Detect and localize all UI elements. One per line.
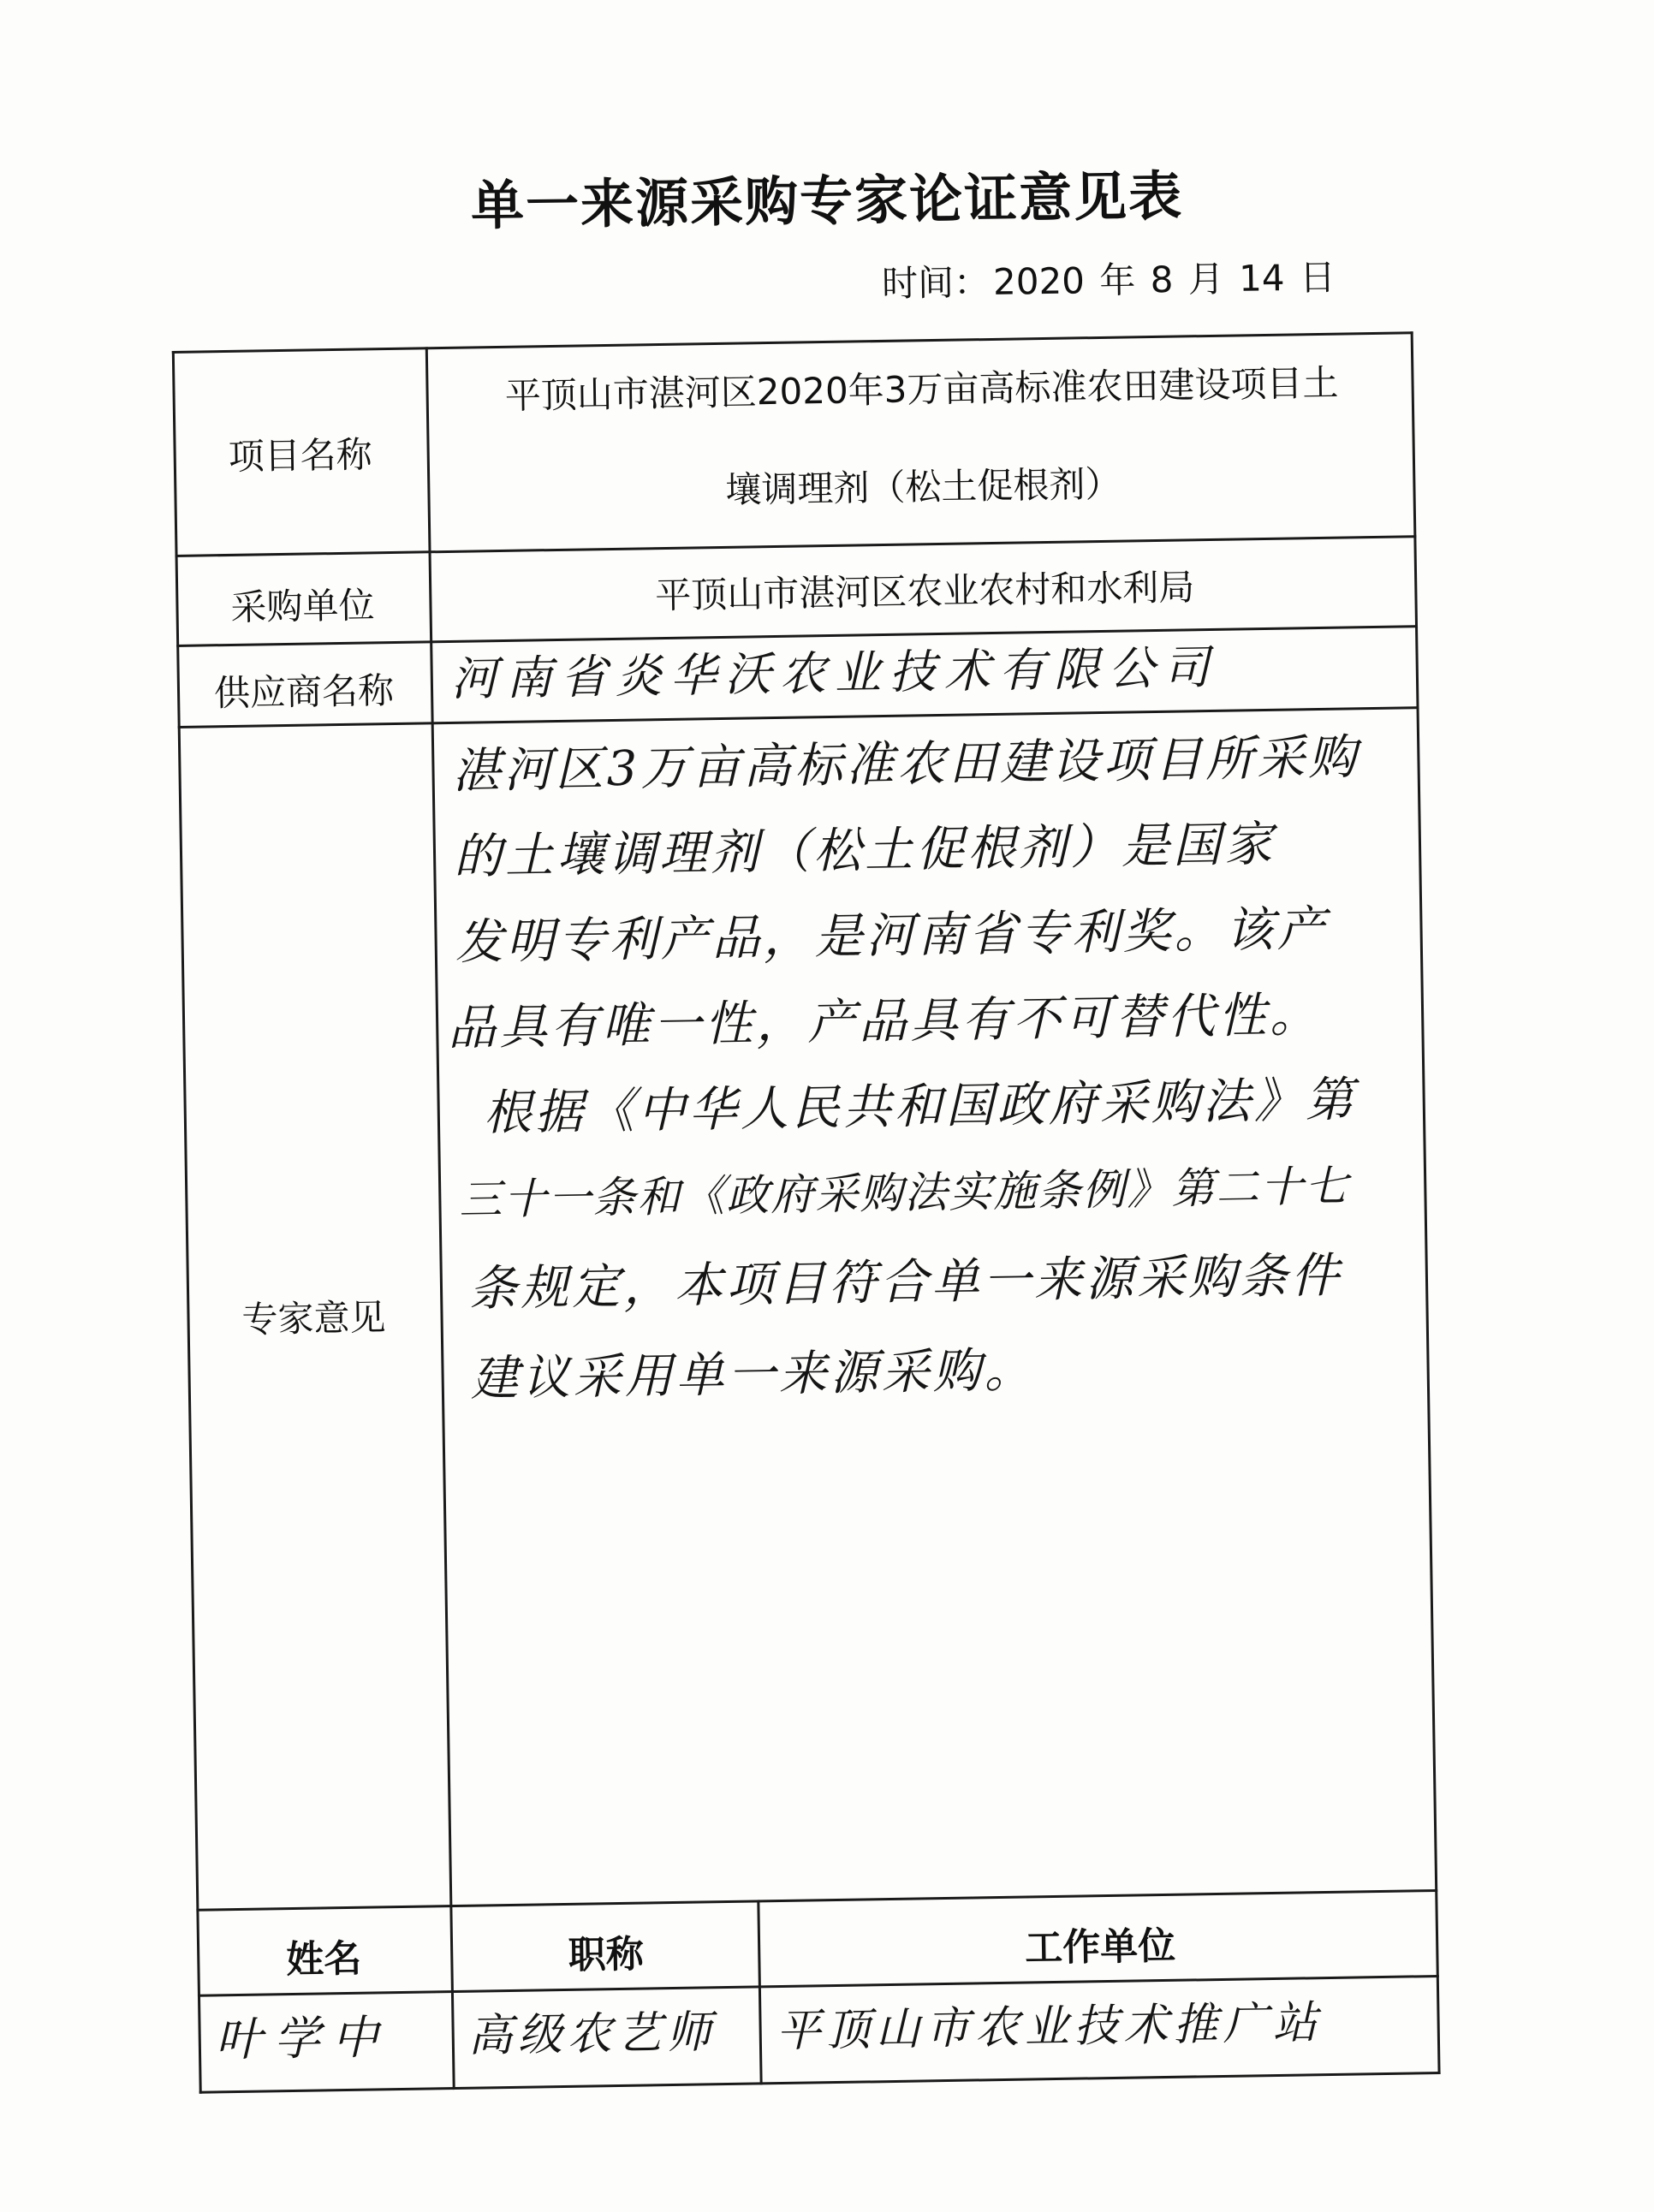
- opinion-label: 专家意见: [241, 1296, 386, 1341]
- opinion-line: 根据《中华人民共和国政府采购法》第: [483, 1072, 1358, 1142]
- row-divider-opinion: [196, 1889, 1437, 1912]
- opinion-line: 的土壤调理剂（松土促根剂）是国家: [453, 816, 1276, 885]
- date-year-unit: 年: [1098, 259, 1136, 302]
- supplier-value: 河南省炎华沃农业技术有限公司: [450, 639, 1219, 706]
- purchaser-value: 平顶山市湛河区农业农村和水利局: [654, 566, 1195, 617]
- opinion-line: 条规定，本项目符合单一来源采购条件: [468, 1247, 1343, 1317]
- row-divider-project: [176, 535, 1417, 557]
- purchaser-label: 采购单位: [230, 584, 375, 628]
- date-label: 时间：: [881, 260, 991, 305]
- expert-employer: 平顶山市农业技术推广站: [776, 1997, 1324, 2058]
- opinion-line: 发明专利产品，是河南省专利奖。该产: [455, 901, 1330, 971]
- date-month-unit: 月: [1187, 258, 1225, 300]
- date-year: 2020: [992, 259, 1086, 303]
- expert-name: 叶学中: [215, 2010, 391, 2067]
- expert-title-header: 职称: [568, 1932, 645, 1977]
- opinion-line: 三十一条和《政府采购法实施条例》第二十七: [458, 1161, 1350, 1225]
- supplier-label: 供应商名称: [213, 669, 395, 715]
- date-day-unit: 日: [1299, 256, 1336, 299]
- date-day: 14: [1238, 257, 1285, 300]
- project-name-value-line1: 平顶山市湛河区2020年3万亩高标准农田建设项目土: [504, 361, 1339, 417]
- date-month: 8: [1150, 258, 1174, 301]
- expert-employer-header: 工作单位: [1024, 1924, 1176, 1971]
- page-title: 单一来源采购专家论证意见表: [470, 164, 1184, 237]
- project-name-value-line2: 壤调理剂（松土促根剂）: [725, 462, 1122, 511]
- expert-name-header: 姓名: [285, 1936, 362, 1983]
- table-border-top: [172, 331, 1413, 354]
- project-name-label: 项目名称: [228, 433, 373, 478]
- opinion-line: 品具有唯一性，产品具有不可替代性。: [447, 987, 1322, 1057]
- opinion-line: 建议采用单一来源采购。: [470, 1342, 1037, 1407]
- opinion-form-table: [171, 288, 1441, 2097]
- opinion-line: 湛河区3万亩高标准农田建设项目所采购: [452, 729, 1360, 800]
- expert-title: 高级农艺师: [467, 2007, 717, 2062]
